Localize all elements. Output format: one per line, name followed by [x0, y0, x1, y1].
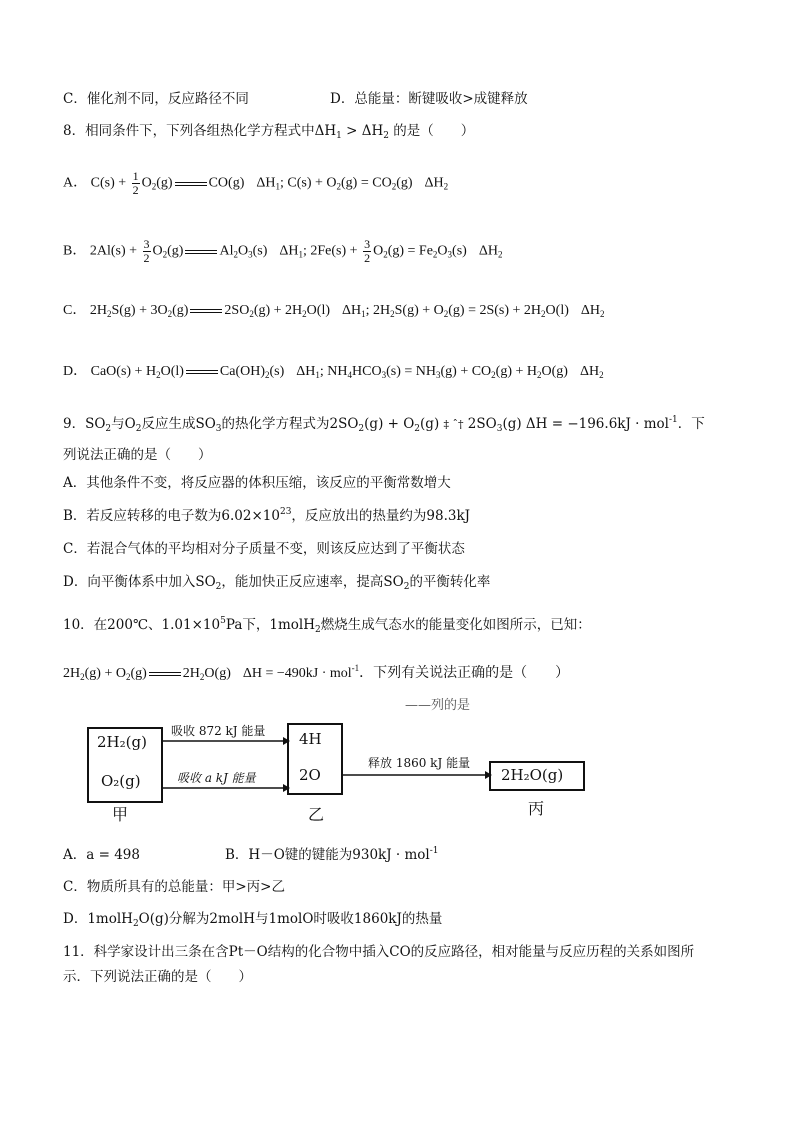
q8-option-c: C． $2H_2S(g) + 3O_2(g) 2SO_2(g) + 2H_2O(l)$ $\Delta H_1$; $2H_2S(g) + O_2(g) = 2S(s) + 2H_2O(l)$ $\Delta H_2$	[63, 303, 605, 319]
q10-option-c: C．物质所具有的总能量：甲>丙>乙	[63, 879, 285, 895]
caption-bing: 丙	[528, 799, 545, 818]
box-bing: 2H₂O(g)	[501, 766, 564, 784]
q9-option-c: C．若混合气体的平均相对分子质量不变，则该反应达到了平衡状态	[63, 541, 465, 557]
q9-option-a: A．其他条件不变，将反应器的体积压缩，该反应的平衡常数增大	[63, 475, 451, 491]
arrow1-label: 吸收 872 kJ 能量	[171, 724, 266, 738]
q11-stem-line2: 示．下列说法正确的是（ ）	[63, 969, 252, 985]
arrow2-label: 吸收 a kJ 能量	[177, 771, 256, 785]
box-yi-line1: 4H	[299, 730, 322, 748]
energy-diagram	[85, 692, 605, 824]
q9-option-b: B．若反应转移的电子数为$6.02\times 10^{23}$，反应放出的热量约为98.3kJ	[63, 507, 471, 524]
q9-stem-line2: 列说法正确的是（ ）	[63, 447, 212, 463]
q7-option-d: D．总能量：断键吸收>成键释放	[330, 91, 528, 107]
box-yi-line2: 2O	[299, 766, 321, 784]
diagram-top-fragment: ——列的是	[405, 698, 471, 713]
q8-option-b: B． 2Al(s) + $\frac{3}{2}$ $O_2(g)$ $Al_2O_3(s)$ $\Delta H_1$; 2Fe(s) + $\frac{3}{2}$ $O_2(g) = Fe_2O_3(s)$ $\Delta H_2$	[63, 237, 503, 265]
reversible-arrow-icon: ‡ ˆ†	[443, 418, 464, 431]
arrow3-label: 释放 1860 kJ 能量	[368, 756, 471, 770]
box-jia-line2: O₂(g)	[101, 772, 141, 790]
q9-option-d: D．向平衡体系中加入$SO_2$，能加快正反应速率，提高$SO_2$的平衡转化率	[63, 574, 491, 592]
q10-option-d: D．1molH$_2$O(g)分解为2molH与1molO时吸收1860kJ的热量	[63, 911, 443, 929]
q10-stem: 10．在200℃、$1.01\times 10^5Pa$下，1molH$_2$燃烧生成气态水的能量变化如图所示，已知：	[63, 616, 591, 635]
q8-option-d: D． $CaO(s) + H_2O(l)$ $Ca(OH)_2(s)$ $\Delta H_1$; $NH_4HCO_3(s) = NH_3(g) + CO_2(g) + H_2O(g)$ $\Delta H_2$	[63, 364, 604, 380]
q10-option-a: A．a = 498	[63, 847, 140, 863]
caption-yi: 乙	[308, 805, 325, 824]
caption-jia: 甲	[112, 805, 129, 824]
q11-stem-line1: 11．科学家设计出三条在含Pt－O结构的化合物中插入CO的反应路径，相对能量与反应历程的关系如图所	[63, 944, 695, 960]
energy-diagram-lines	[85, 692, 605, 824]
q9-stem-line1: 9．$SO_2$与$O_2$反应生成$SO_3$的热化学方程式为$2SO_2(g) + O_2(g)$ ‡ ˆ† $2SO_3(g) \Delta H = -196.6kJ \cdot mol^{-1}$．下	[63, 415, 705, 434]
q8-stem: 8．相同条件下，下列各组热化学方程式中$\Delta H_1 > \Delta H_2$ 的是（ ）	[63, 123, 475, 141]
q10-equation: $2H_2(g) + O_2(g)$ $2H_2O(g) \Delta H = -490kJ \cdot mol^{-1}$．下列有关说法正确的是（ ）	[63, 663, 570, 682]
box-jia-line1: 2H₂(g)	[97, 733, 147, 751]
q8-option-a: A． C(s) + $\frac{1}{2}$ $O_2(g)$ CO(g) $\Delta H_1$; $C(s) + O_2(g) = CO_2(g)$ $\Delta H_2$	[63, 169, 449, 197]
q7-option-c: C．催化剂不同，反应路径不同	[63, 91, 249, 107]
q10-option-b: B．H－O键的键能为930kJ · mol$^{-1}$	[225, 846, 439, 863]
